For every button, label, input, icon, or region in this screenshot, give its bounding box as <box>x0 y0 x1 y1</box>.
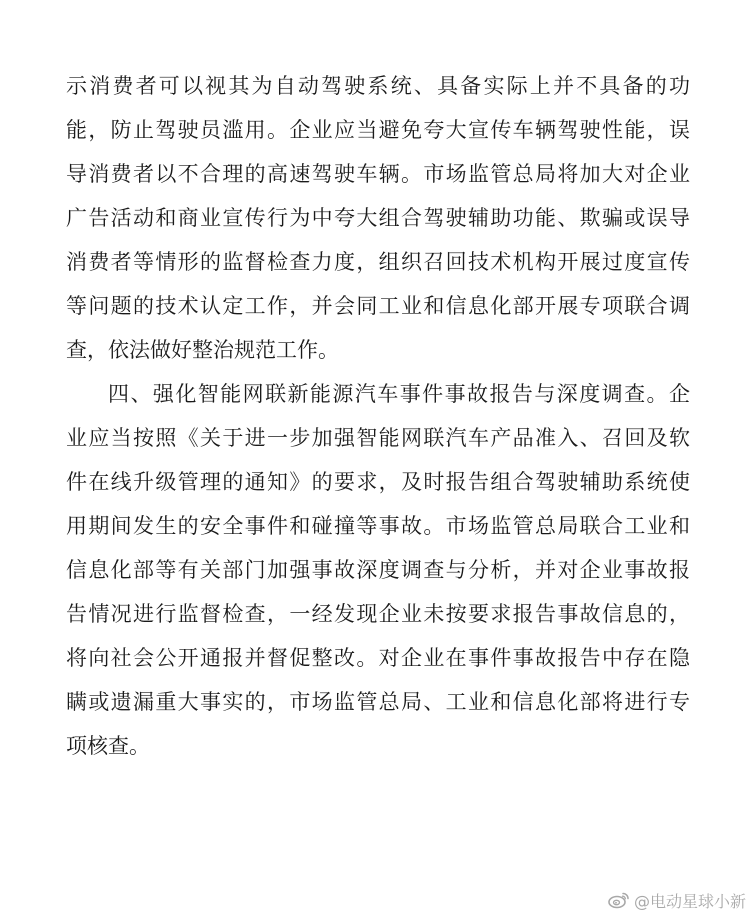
section-heading-line: 四、强化智能网联新能源汽车事件事故报告与深度调查。企 <box>108 382 690 406</box>
document-line: 导消费者以不合理的高速驾驶车辆。市场监管总局将加大对企业 <box>66 162 690 186</box>
document-line: 能，防止驾驶员滥用。企业应当避免夸大宣传车辆驾驶性能，误 <box>66 118 690 142</box>
document-line: 告情况进行监督检查，一经发现企业未按要求报告事故信息的， <box>66 602 690 626</box>
document-line: 瞒或遗漏重大事实的，市场监管总局、工业和信息化部将进行专 <box>66 690 690 714</box>
document-line: 业应当按照《关于进一步加强智能网联汽车产品准入、召回及软 <box>66 426 690 450</box>
document-line: 查，依法做好整治规范工作。 <box>66 338 339 362</box>
weibo-logo-icon <box>608 891 630 909</box>
document-line: 件在线升级管理的通知》的要求，及时报告组合驾驶辅助系统使 <box>66 470 690 494</box>
watermark <box>608 888 746 912</box>
watermark-text: @电动星球小新 <box>633 891 746 911</box>
document-line: 用期间发生的安全事件和碰撞等事故。市场监管总局联合工业和 <box>66 514 690 538</box>
document-line: 等问题的技术认定工作，并会同工业和信息化部开展专项联合调 <box>66 294 690 318</box>
document-line: 信息化部等有关部门加强事故深度调查与分析，并对企业事故报 <box>66 558 690 582</box>
document-line: 将向社会公开通报并督促整改。对企业在事件事故报告中存在隐 <box>66 646 690 670</box>
document-line: 示消费者可以视其为自动驾驶系统、具备实际上并不具备的功 <box>66 74 690 98</box>
document-line: 广告活动和商业宣传行为中夸大组合驾驶辅助功能、欺骗或误导 <box>66 206 690 230</box>
document-line: 消费者等情形的监督检查力度，组织召回技术机构开展过度宣传 <box>66 250 690 274</box>
document-line: 项核查。 <box>66 734 150 758</box>
